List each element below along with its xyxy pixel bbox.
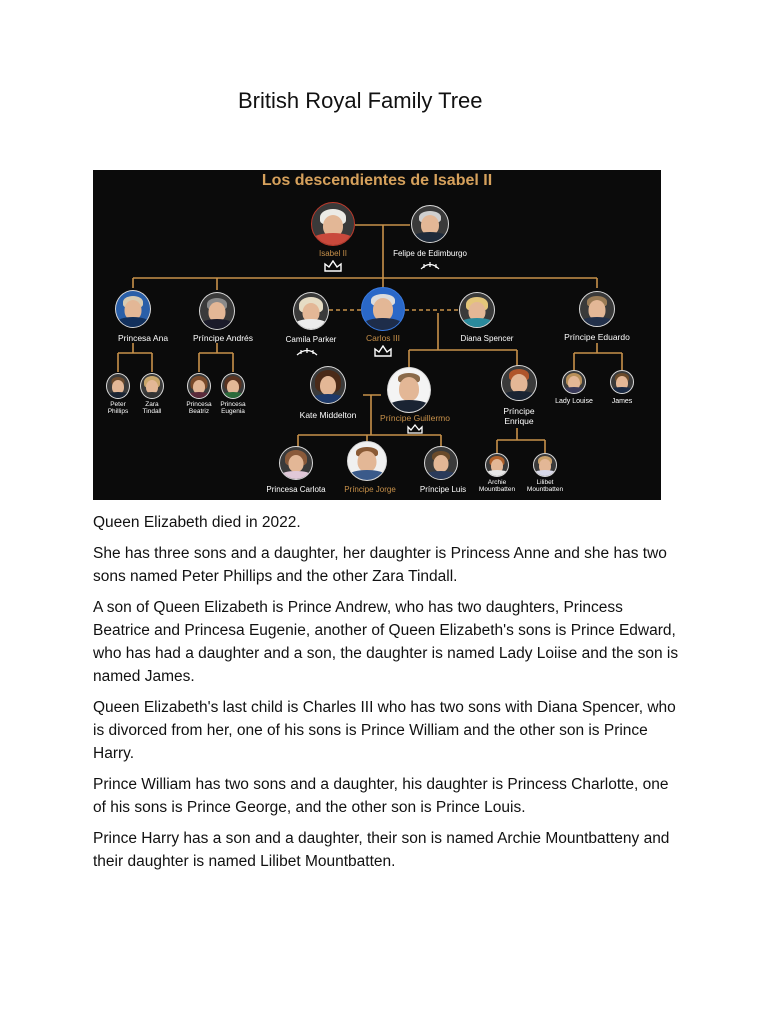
paragraph-4: Queen Elizabeth's last child is Charles III who has two sons with Diana Spencer, who is divorced from her, one of his sons is Prince William and the other son is Prince Harry.: [93, 699, 676, 762]
page-title: British Royal Family Tree: [238, 88, 483, 113]
tree-title: Los descendientes de Isabel II: [261, 172, 493, 189]
portrait-eugenia: [221, 373, 245, 399]
tiara-icon: [420, 260, 440, 270]
name-archie: Archie Mountbatten: [478, 479, 516, 494]
portrait-louise: [562, 370, 586, 394]
portrait-peter: [106, 373, 130, 399]
paragraph-3: A son of Queen Elizabeth is Prince Andrew, who has two daughters, Princess Beatrice and Princesa Eugenie, another of Queen Elizabeth's sons is Prince Edward, who has had a daughter and a son, the daughter is named Lady Loiise and the son is named James.: [93, 599, 679, 685]
paragraph-1: Queen Elizabeth died in 2022.: [93, 514, 301, 531]
name-camila: Camila Parker: [285, 335, 337, 344]
crown-icon: [407, 424, 423, 434]
portrait-beatriz: [187, 373, 211, 399]
name-zara: Zara Tindall: [142, 401, 162, 416]
name-jorge: Príncipe Jorge: [344, 485, 396, 494]
name-andres: Príncipe Andrés: [192, 333, 254, 343]
tiara-icon: [296, 346, 318, 356]
name-james: James: [611, 398, 633, 405]
name-diana: Diana Spencer: [460, 334, 514, 343]
name-kate: Kate Middelton: [299, 410, 357, 420]
portrait-archie: [485, 453, 509, 477]
portrait-carlota: [279, 446, 313, 480]
portrait-andres: [199, 292, 235, 330]
name-lilibet: Lilibet Mountbatten: [526, 479, 564, 494]
name-eduardo: Príncipe Eduardo: [564, 332, 630, 342]
paragraph-6: Prince Harry has a son and a daughter, their son is named Archie Mountbatteny and their daughter is named Lilibet Mountbatten.: [93, 830, 670, 870]
portrait-felipe: [411, 205, 449, 243]
name-carlota: Princesa Carlota: [266, 485, 326, 494]
paragraph-2: She has three sons and a daughter, her daughter is Princess Anne and she has two sons named Peter Phillips and the other Zara Tindall.: [93, 545, 667, 585]
name-peter: Peter Phillips: [107, 401, 129, 416]
portrait-guillermo: [387, 367, 431, 413]
paragraph-5: Prince William has two sons and a daughter, his daughter is Princess Charlotte, one of his sons is Prince George, and the other son is Prince Louis.: [93, 776, 669, 816]
name-felipe: Felipe de Edimburgo: [393, 249, 467, 258]
name-isabel: Isabel II: [318, 249, 348, 258]
portrait-lilibet: [533, 453, 557, 477]
portrait-enrique: [501, 365, 537, 401]
name-louise: Lady Louise: [555, 398, 593, 405]
name-enrique: Príncipe Enrique: [503, 406, 535, 426]
portrait-zara: [140, 373, 164, 399]
family-tree-image: [93, 170, 661, 500]
portrait-eduardo: [579, 291, 615, 327]
crown-icon: [324, 260, 342, 272]
portrait-isabel: [311, 202, 355, 246]
name-guillermo: Príncipe Guillermo: [380, 413, 450, 423]
portrait-luis: [424, 446, 458, 480]
name-ana: Princesa Ana: [117, 333, 169, 343]
portrait-carlos: [361, 287, 405, 331]
portrait-kate: [310, 366, 346, 404]
portrait-diana: [459, 292, 495, 328]
portrait-camila: [293, 292, 329, 330]
portrait-ana: [115, 290, 151, 328]
crown-icon: [374, 345, 392, 357]
name-luis: Príncipe Luis: [419, 485, 467, 494]
portrait-james: [610, 370, 634, 394]
name-beatriz: Princesa Beatriz: [186, 401, 212, 416]
portrait-jorge: [347, 441, 387, 481]
name-carlos: Carlos III: [365, 333, 401, 343]
name-eugenia: Princesa Eugenia: [220, 401, 246, 416]
